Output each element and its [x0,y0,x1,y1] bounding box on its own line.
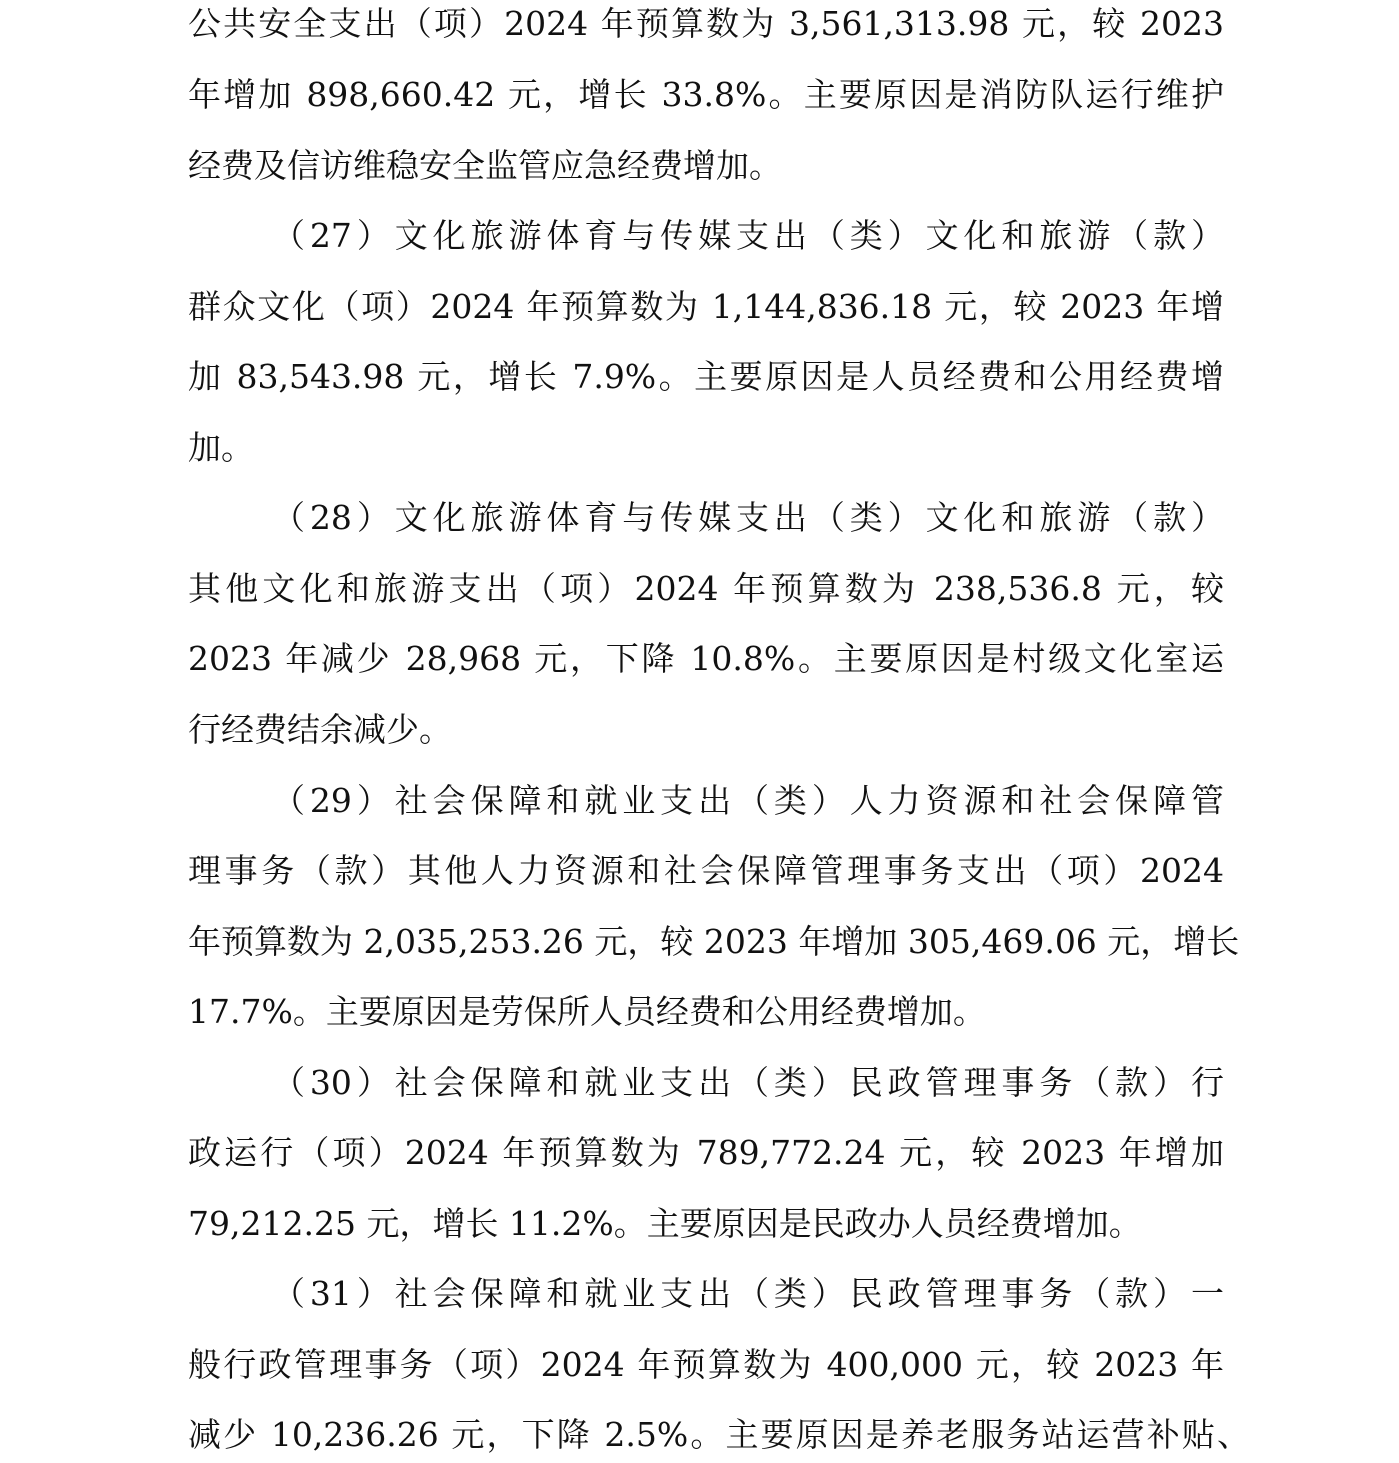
paragraph-27-line-1: （27）文化旅游体育与传媒支出（类）文化和旅游（款） [272,216,1224,255]
paragraph-28-line-3: 2023 年减少 28,968 元，下降 10.8%。主要原因是村级文化室运 [188,639,1224,678]
paragraph-31-line-3: 减少 10,236.26 元，下降 2.5%。主要原因是养老服务站运营补贴、 [188,1415,1250,1454]
paragraph-28-line-4: 行经费结余减少。 [188,710,452,749]
paragraph-30-line-2: 政运行（项）2024 年预算数为 789,772.24 元，较 2023 年增加 [188,1133,1224,1172]
paragraph-26-line-2: 年增加 898,660.42 元，增长 33.8%。主要原因是消防队运行维护 [188,75,1224,114]
paragraph-29-line-1: （29）社会保障和就业支出（类）人力资源和社会保障管 [272,781,1224,820]
paragraph-28-line-1: （28）文化旅游体育与传媒支出（类）文化和旅游（款） [272,498,1224,537]
paragraph-26-line-1: 公共安全支出（项）2024 年预算数为 3,561,313.98 元，较 2023 [188,4,1224,43]
paragraph-29-line-4: 17.7%。主要原因是劳保所人员经费和公用经费增加。 [188,992,986,1031]
paragraph-31-line-1: （31）社会保障和就业支出（类）民政管理事务（款）一 [272,1274,1224,1313]
paragraph-27-line-3: 加 83,543.98 元，增长 7.9%。主要原因是人员经费和公用经费增 [188,357,1224,396]
paragraph-30-line-3: 79,212.25 元，增长 11.2%。主要原因是民政办人员经费增加。 [188,1204,1142,1243]
paragraph-28-line-2: 其他文化和旅游支出（项）2024 年预算数为 238,536.8 元，较 [188,569,1224,608]
paragraph-30-line-1: （30）社会保障和就业支出（类）民政管理事务（款）行 [272,1063,1224,1102]
paragraph-26-line-3: 经费及信访维稳安全监管应急经费增加。 [188,146,782,185]
paragraph-27-line-4: 加。 [188,428,254,467]
paragraph-27-line-2: 群众文化（项）2024 年预算数为 1,144,836.18 元，较 2023 年增 [188,287,1224,326]
paragraph-29-line-2: 理事务（款）其他人力资源和社会保障管理事务支出（项）2024 [188,851,1224,890]
paragraph-31-line-2: 般行政管理事务（项）2024 年预算数为 400,000 元，较 2023 年 [188,1345,1224,1384]
paragraph-29-line-3: 年预算数为 2,035,253.26 元，较 2023 年增加 305,469.06 元，增长 [188,922,1240,961]
